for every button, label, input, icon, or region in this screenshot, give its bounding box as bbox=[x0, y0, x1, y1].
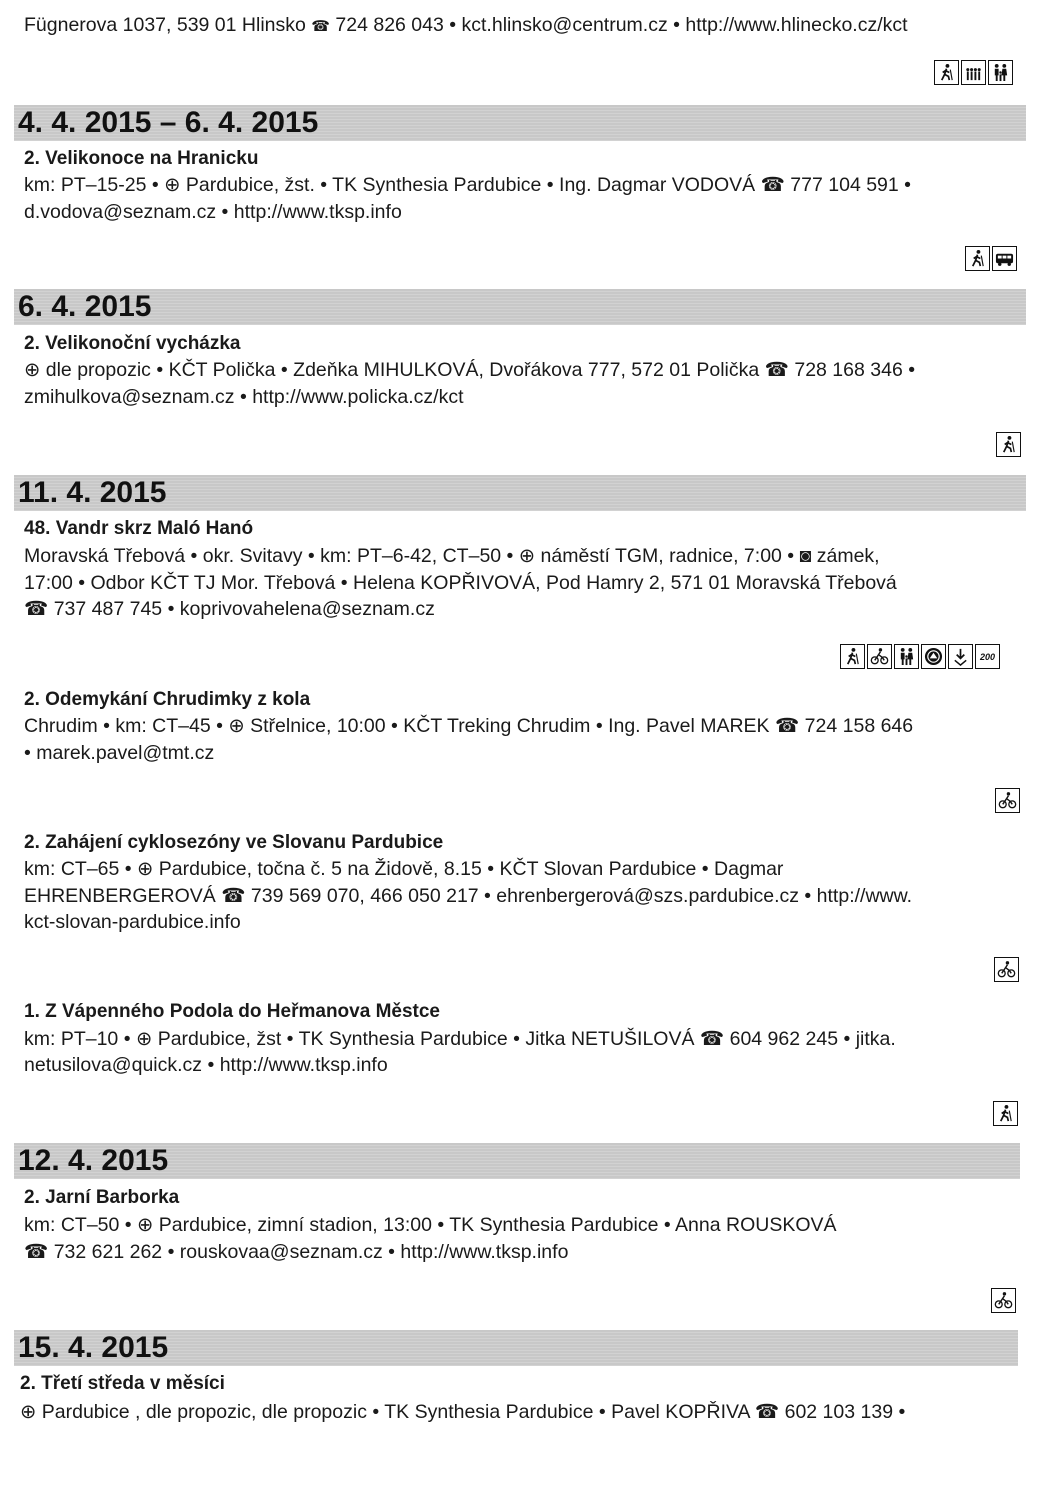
phone-icon: ☎ bbox=[311, 18, 330, 35]
hiker-icon bbox=[993, 1101, 1018, 1126]
distance-200-icon bbox=[975, 644, 1000, 669]
event-detail-line: km: PT–15-25 • ⊕ Pardubice, žst. • TK Synthesia Pardubice • Ing. Dagmar VODOVÁ ☎ 777 104 591 • bbox=[24, 174, 911, 196]
separator: • bbox=[673, 14, 680, 36]
hiker-icon bbox=[934, 60, 959, 85]
event-title: 2. Velikonoce na Hranicku bbox=[24, 148, 259, 169]
icon-row bbox=[991, 1288, 1016, 1313]
header-phone: 724 826 043 bbox=[335, 14, 444, 36]
event-detail-line: d.vodova@seznam.cz • http://www.tksp.info bbox=[24, 201, 402, 223]
event-title: 2. Odemykání Chrudimky z kola bbox=[24, 689, 311, 710]
badge-icon bbox=[921, 644, 946, 669]
event-detail-line: 17:00 • Odbor KČT TJ Mor. Třebová • Helena KOPŘIVOVÁ, Pod Hamry 2, 571 01 Moravská Třebová bbox=[24, 572, 897, 594]
distance-badge-text: 200 bbox=[979, 651, 996, 662]
section-date: 4. 4. 2015 – 6. 4. 2015 bbox=[18, 106, 319, 139]
header-email[interactable]: kct.hlinsko@centrum.cz bbox=[461, 14, 668, 36]
event-detail-line: km: CT–50 • ⊕ Pardubice, zimní stadion, 13:00 • TK Synthesia Pardubice • Anna ROUSKOVÁ bbox=[24, 1214, 837, 1236]
event-detail-line: kct-slovan-pardubice.info bbox=[24, 911, 241, 933]
date-band bbox=[14, 289, 1026, 325]
event-detail-line: Moravská Třebová • okr. Svitavy • km: PT–6-42, CT–50 • ⊕ náměstí TGM, radnice, 7:00 • ◙ zámek, bbox=[24, 545, 880, 567]
section-date: 15. 4. 2015 bbox=[18, 1331, 169, 1364]
bus-icon bbox=[992, 246, 1017, 271]
cyclist-icon bbox=[867, 644, 892, 669]
cyclist-icon bbox=[994, 957, 1019, 982]
event-title: 2. Velikonoční vycházka bbox=[24, 333, 241, 354]
event-detail-line: Chrudim • km: CT–45 • ⊕ Střelnice, 10:00 • KČT Treking Chrudim • Ing. Pavel MAREK ☎ 724 158 646 bbox=[24, 715, 914, 737]
section-date: 6. 4. 2015 bbox=[18, 290, 152, 323]
event-title: 48. Vandr skrz Maló Hanó bbox=[24, 518, 254, 539]
hiker-icon bbox=[840, 644, 865, 669]
family-icon bbox=[894, 644, 919, 669]
event-detail-line: km: CT–65 • ⊕ Pardubice, točna č. 5 na Židově, 8.15 • KČT Slovan Pardubice • Dagmar bbox=[24, 858, 784, 880]
event-detail-line: ☎ 737 487 745 • koprivovahelena@seznam.cz bbox=[24, 598, 435, 620]
icon-row bbox=[993, 1101, 1018, 1126]
event-title: 2. Jarní Barborka bbox=[24, 1187, 180, 1208]
header-contact-line bbox=[24, 12, 908, 40]
event-detail-line: zmihulkova@seznam.cz • http://www.policka.cz/kct bbox=[24, 386, 464, 408]
event-title: 1. Z Vápenného Podola do Heřmanova Městce bbox=[24, 1001, 440, 1022]
cyclist-icon bbox=[995, 788, 1020, 813]
group-icon bbox=[961, 60, 986, 85]
event-detail-line: • marek.pavel@tmt.cz bbox=[24, 742, 215, 764]
event-detail-line: ⊕ Pardubice , dle propozic, dle propozic • TK Synthesia Pardubice • Pavel KOPŘIVA ☎ 602 103 139 • bbox=[20, 1401, 906, 1423]
hiker-icon bbox=[965, 246, 990, 271]
event-detail-line: netusilova@quick.cz • http://www.tksp.info bbox=[24, 1054, 388, 1076]
icon-row bbox=[996, 432, 1021, 457]
event-detail-line: km: PT–10 • ⊕ Pardubice, žst • TK Synthesia Pardubice • Jitka NETUŠILOVÁ ☎ 604 962 245 • jitka. bbox=[24, 1028, 896, 1050]
separator: • bbox=[449, 14, 457, 36]
header-address: Fügnerova 1037, 539 01 Hlinsko bbox=[24, 14, 306, 36]
event-title: 2. Třetí středa v měsíci bbox=[20, 1373, 225, 1394]
route-icon bbox=[948, 644, 973, 669]
icon-row bbox=[965, 246, 1017, 271]
section-date: 12. 4. 2015 bbox=[18, 1144, 169, 1177]
cyclist-icon bbox=[991, 1288, 1016, 1313]
hiker-icon bbox=[996, 432, 1021, 457]
section-date: 11. 4. 2015 bbox=[18, 476, 167, 509]
event-detail-line: ☎ 732 621 262 • rouskovaa@seznam.cz • http://www.tksp.info bbox=[24, 1241, 569, 1263]
header-url[interactable]: http://www.hlinecko.cz/kct bbox=[685, 14, 908, 36]
event-detail-line: ⊕ dle propozic • KČT Polička • Zdeňka MIHULKOVÁ, Dvořákova 777, 572 01 Polička ☎ 728 168 346 • bbox=[24, 359, 916, 381]
family-icon bbox=[988, 60, 1013, 85]
icon-row bbox=[994, 957, 1019, 982]
icon-row bbox=[995, 788, 1020, 813]
event-detail-line: EHRENBERGEROVÁ ☎ 739 569 070, 466 050 217 • ehrenbergerová@szs.pardubice.cz • http://www. bbox=[24, 885, 913, 907]
event-title: 2. Zahájení cyklosezóny ve Slovanu Pardubice bbox=[24, 832, 444, 853]
icon-row bbox=[840, 644, 1000, 669]
icon-row-top bbox=[934, 60, 1013, 85]
